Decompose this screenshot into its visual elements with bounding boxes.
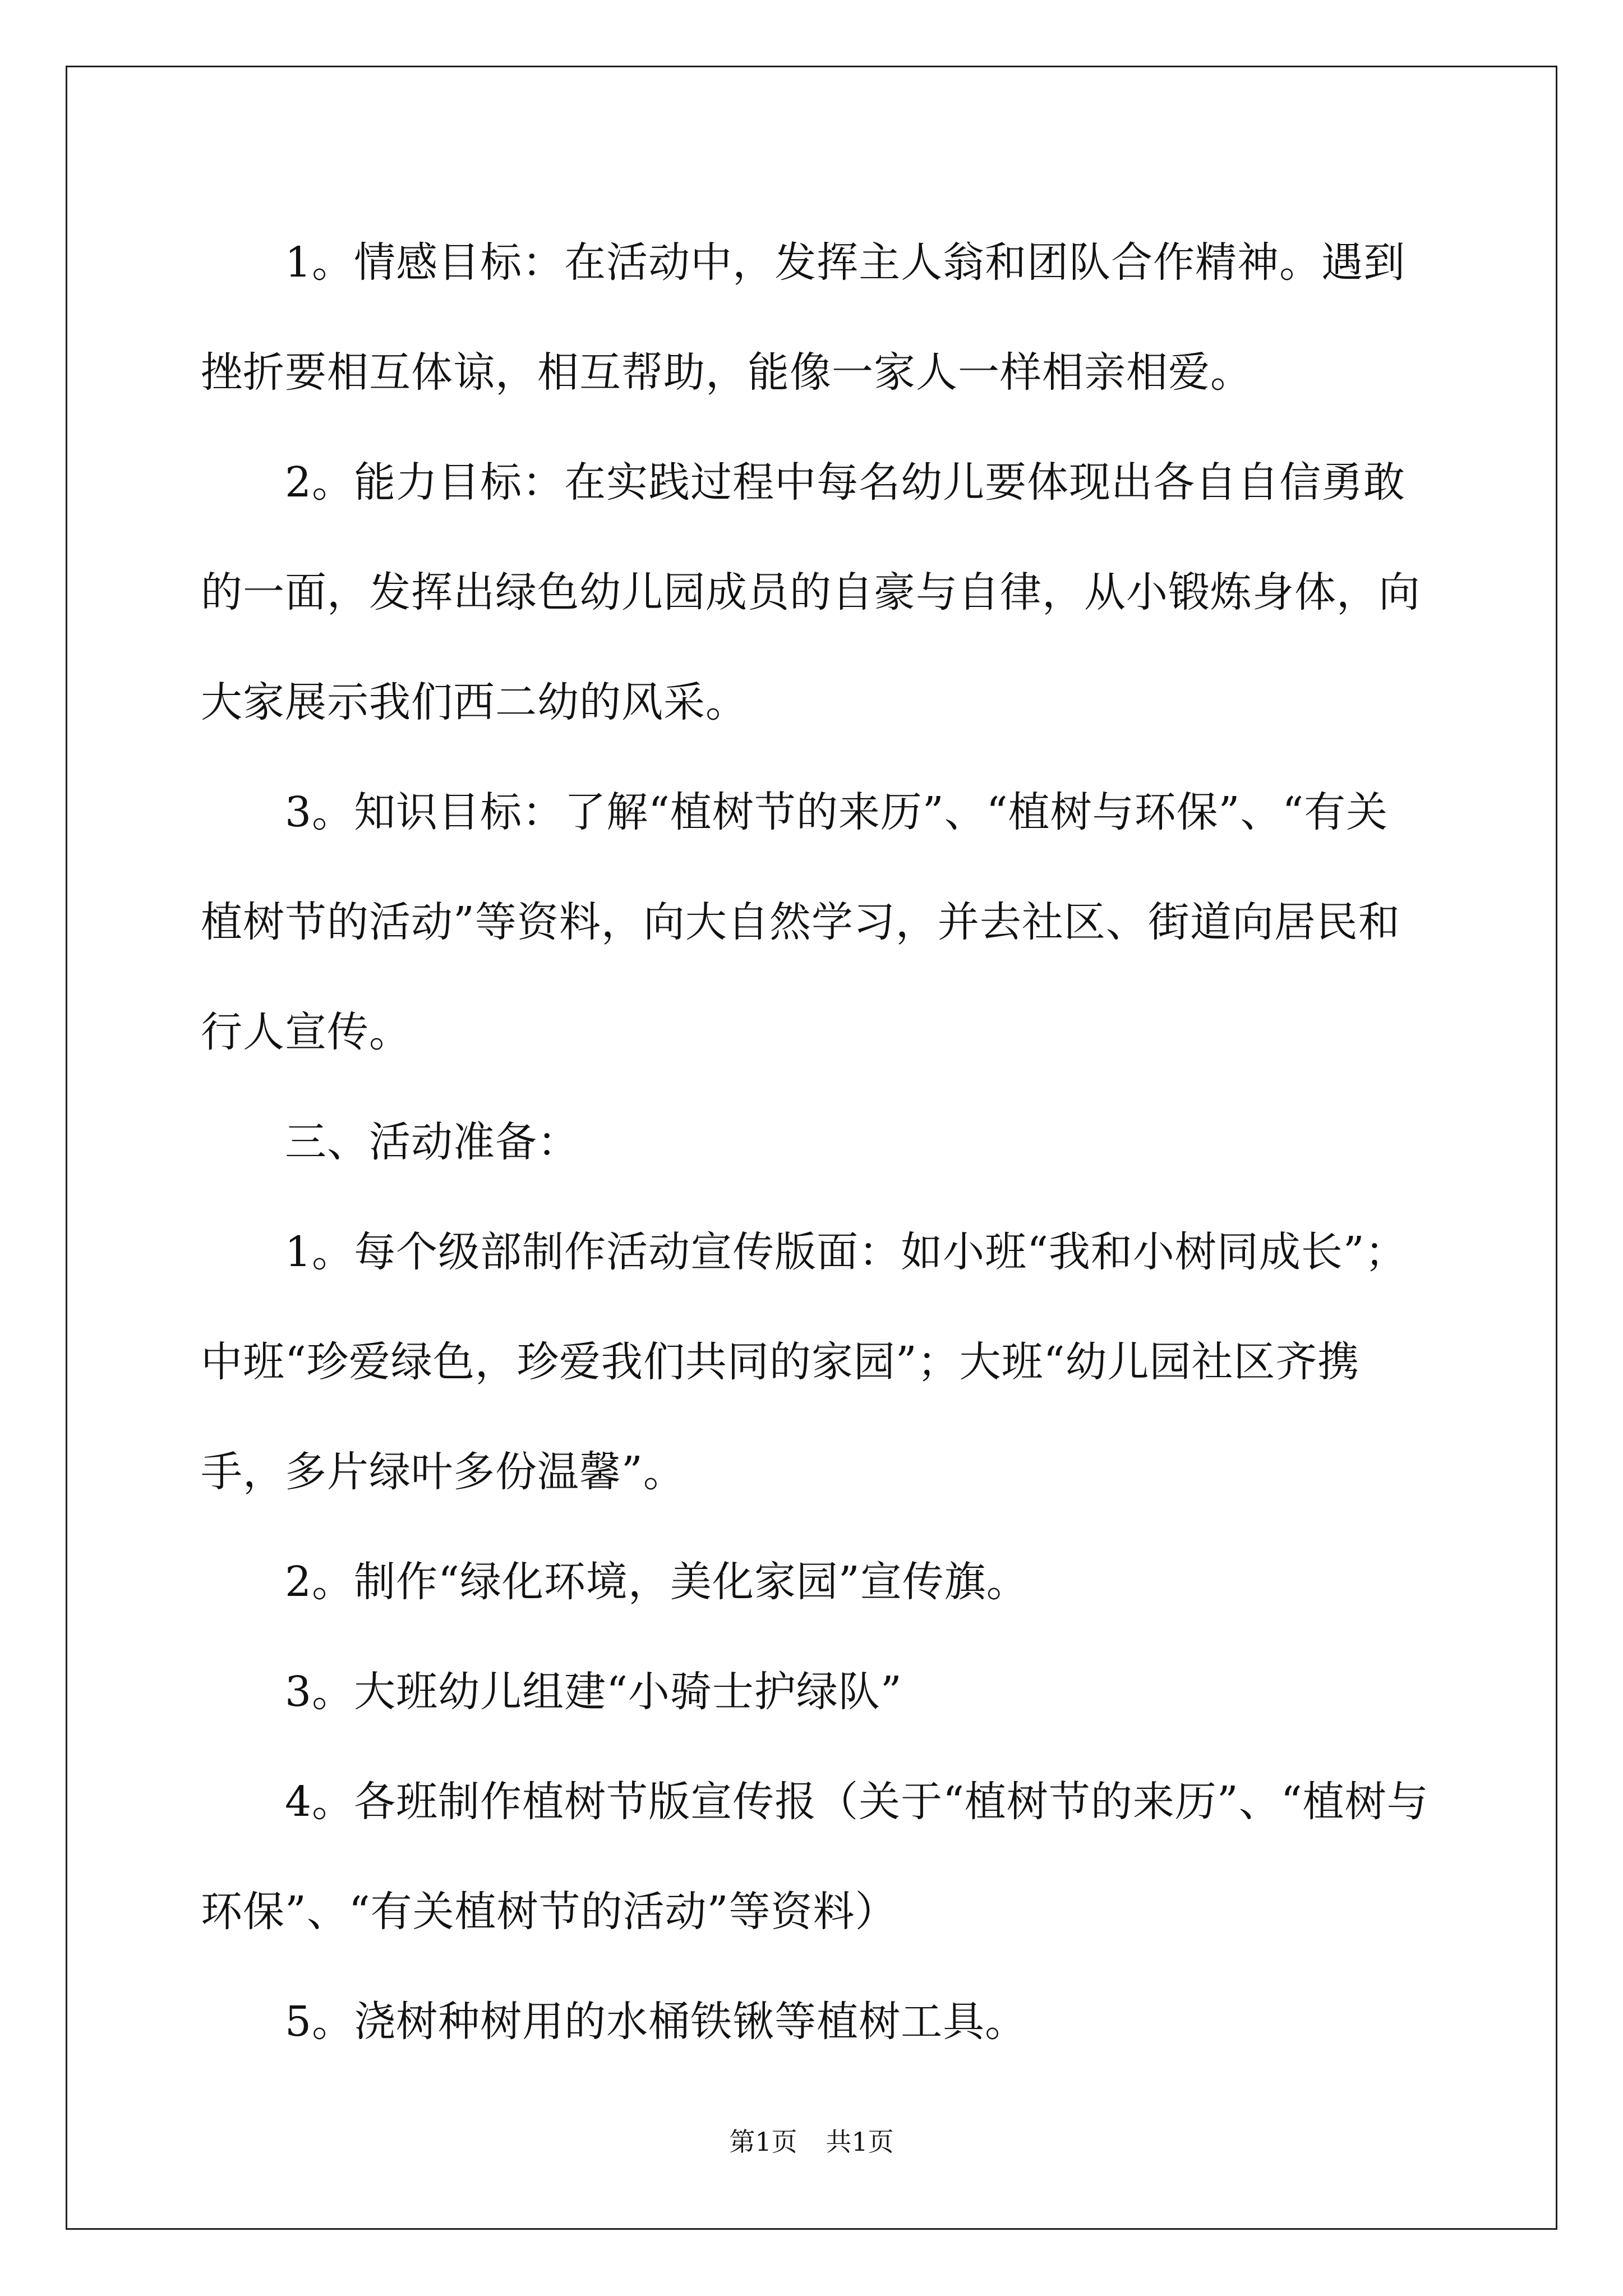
paragraph-prep-posters: 4。各班制作植树节版宣传报（关于“植树节的来历”、“植树与环保”、“有关植树节的活动”等资料）: [201, 1778, 1429, 1936]
page-total: 共1页: [826, 2127, 894, 2157]
paragraph-knowledge-goal: 3。知识目标：了解“植树节的来历”、“植树与环保”、“有关植树节的活动”等资料，向大自然学习，并去社区、街道向居民和行人宣传。: [201, 788, 1400, 1056]
paragraph-prep-flags: 2。制作“绿化环境，美化家园”宣传旗。: [285, 1558, 1029, 1606]
section-heading-preparation: 三、活动准备：: [285, 1118, 579, 1166]
paragraph-prep-boards: 1。每个级部制作活动宣传版面：如小班“我和小树同成长”；中班“珍爱绿色，珍爱我们共同的家园”；大班“幼儿园社区齐携手，多片绿叶多份温馨”。: [201, 1228, 1407, 1496]
paragraph-prep-tools: 5。浇树种树用的水桶铁锹等植树工具。: [285, 1998, 1027, 2046]
paragraph-prep-team: 3。大班幼儿组建“小骑士护绿队”: [285, 1668, 902, 1716]
document-body: [201, 208, 1429, 2077]
page-number: 第1页: [729, 2127, 797, 2157]
page-footer: [0, 2122, 1623, 2159]
paragraph-emotion-goal: 1。情感目标：在活动中，发挥主人翁和团队合作精神。遇到挫折要相互体谅，相互帮助，能像一家人一样相亲相爱。: [201, 238, 1406, 397]
paragraph-ability-goal: 2。能力目标：在实践过程中每名幼儿要体现出各自自信勇敢的一面，发挥出绿色幼儿园成员的自豪与自律，从小锻炼身体，向大家展示我们西二幼的风采。: [201, 458, 1421, 726]
